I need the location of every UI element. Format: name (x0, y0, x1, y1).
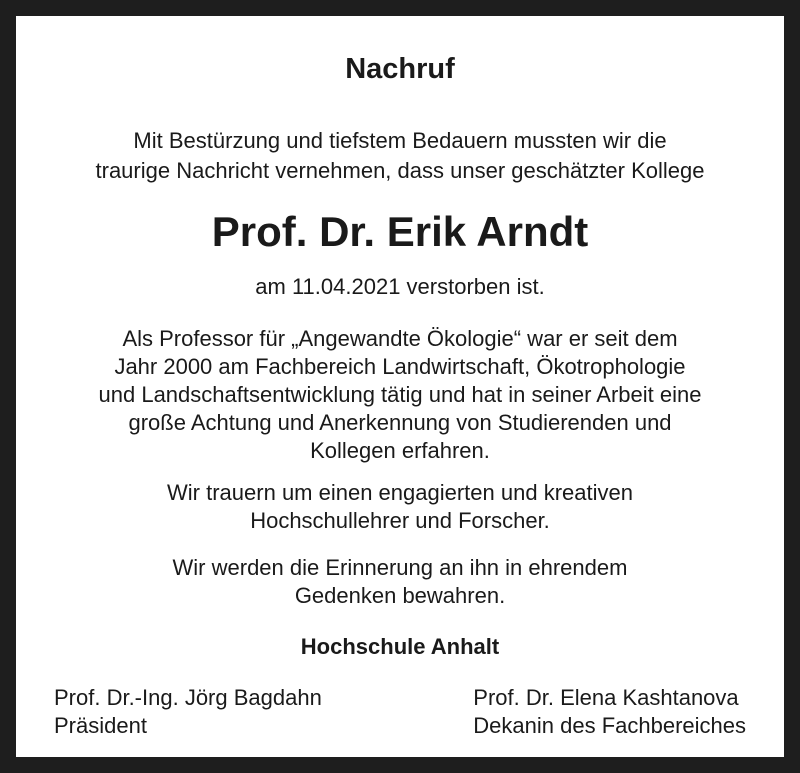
intro-paragraph (16, 126, 784, 186)
career-line: Kollegen erfahren. (310, 438, 490, 463)
deceased-name: Prof. Dr. Erik Arndt (211, 208, 589, 255)
notice-heading: Nachruf (345, 53, 455, 85)
institution-name: Hochschule Anhalt (300, 634, 500, 659)
signatory-title: Präsident (54, 713, 147, 738)
signatory-right (473, 684, 746, 740)
mourning-line: Hochschullehrer und Forscher. (250, 508, 550, 533)
career-line: und Landschaftsentwicklung tätig und hat in seiner Arbeit eine (98, 382, 702, 407)
date-line: am 11.04.2021 verstorben ist. (255, 274, 545, 299)
signatory-name: Prof. Dr. Elena Kashtanova (473, 685, 739, 710)
signatory-name: Prof. Dr.-Ing. Jörg Bagdahn (54, 685, 322, 710)
remembrance-line: Wir werden die Erinnerung an ihn in ehrendem (172, 555, 628, 580)
remembrance-paragraph (16, 554, 784, 610)
career-line: Als Professor für „Angewandte Ökologie“ war er seit dem (122, 326, 678, 351)
career-line: große Achtung und Anerkennung von Studierenden und (128, 410, 672, 435)
intro-line: traurige Nachricht vernehmen, dass unser geschätzter Kollege (95, 158, 705, 183)
mourning-line: Wir trauern um einen engagierten und kreativen (167, 480, 633, 505)
career-paragraph (16, 325, 784, 465)
remembrance-line: Gedenken bewahren. (294, 583, 506, 608)
signatory-title: Dekanin des Fachbereiches (473, 713, 746, 738)
signatory-left (54, 684, 322, 740)
intro-line: Mit Bestürzung und tiefstem Bedauern mussten wir die (133, 128, 667, 153)
mourning-paragraph (16, 479, 784, 535)
career-line: Jahr 2000 am Fachbereich Landwirtschaft, Ökotrophologie (114, 354, 686, 379)
